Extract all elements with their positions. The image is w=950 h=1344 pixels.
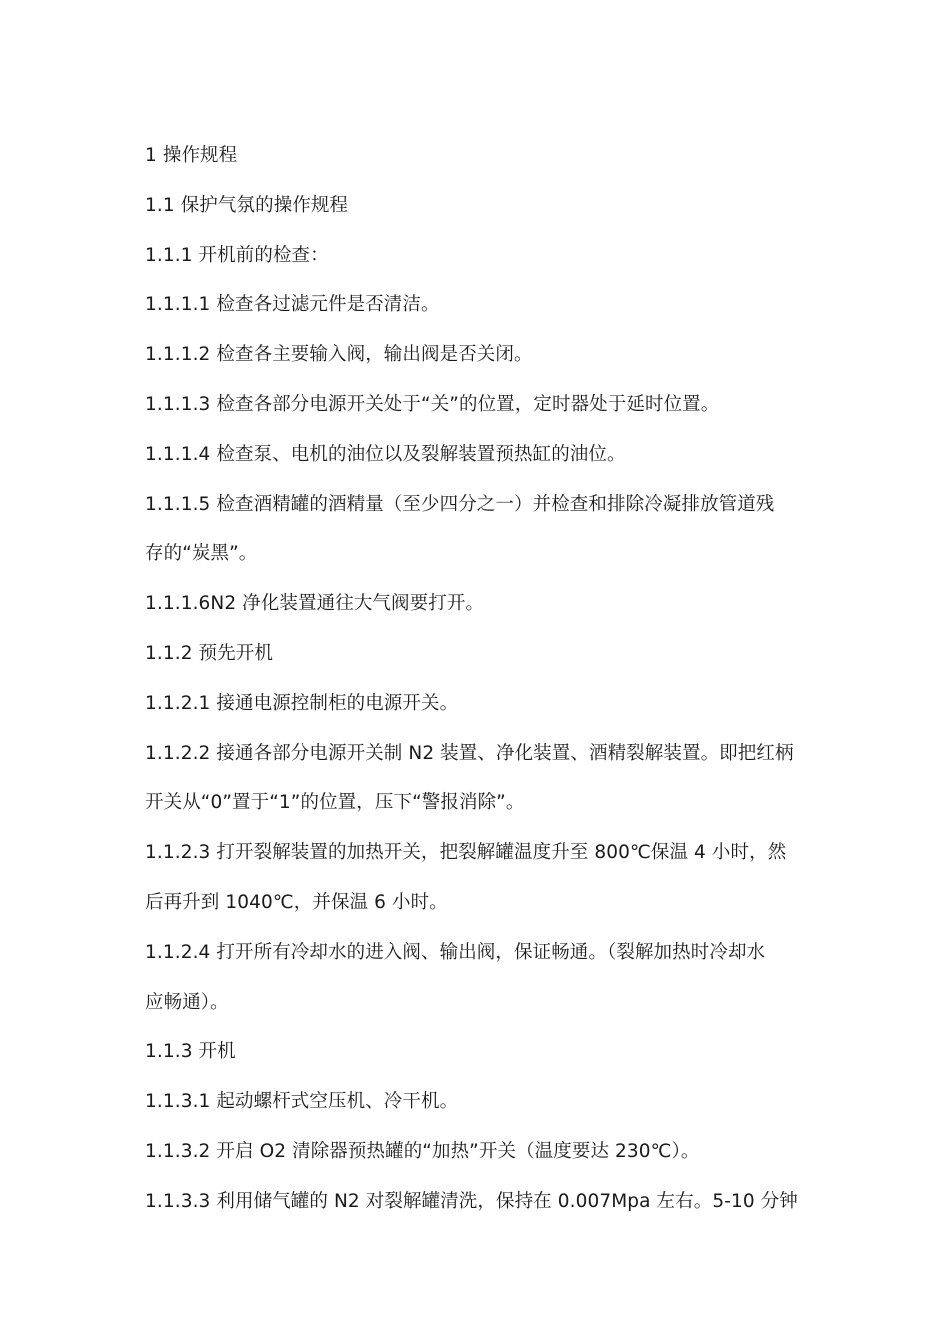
item-1-1-1-5-cont: 存的“炭黑”。 <box>145 543 258 565</box>
item-1-1-3-3: 1.1.3.3 利用储气罐的 N2 对裂解罐清洗，保持在 0.007Mpa 左右。5-10 分钟 <box>145 1190 798 1212</box>
item-1-1-2-2-cont: 开关从“0”置于“1”的位置，压下“警报消除”。 <box>145 792 525 814</box>
heading-1-1-1: 1.1.1 开机前的检查： <box>145 244 329 266</box>
item-1-1-3-2: 1.1.3.2 开启 O2 清除器预热罐的“加热”开关（温度要达 230℃）。 <box>145 1140 700 1162</box>
item-1-1-1-5: 1.1.1.5 检查酒精罐的酒精量（至少四分之一）并检查和排除冷凝排放管道残 <box>145 493 775 515</box>
document-body <box>145 131 810 1227</box>
item-1-1-2-2: 1.1.2.2 接通各部分电源开关制 N2 装置、净化装置、酒精裂解装置。即把红柄 <box>145 742 794 764</box>
item-1-1-2-4: 1.1.2.4 打开所有冷却水的进入阀、输出阀，保证畅通。（裂解加热时冷却水 <box>145 941 766 963</box>
item-1-1-2-3-cont: 后再升到 1040℃，并保温 6 小时。 <box>145 891 448 913</box>
item-1-1-1-2: 1.1.1.2 检查各主要输入阀，输出阀是否关闭。 <box>145 344 533 366</box>
item-1-1-2-1: 1.1.2.1 接通电源控制柜的电源开关。 <box>145 692 459 714</box>
item-1-1-2-4-cont: 应畅通）。 <box>145 991 229 1013</box>
heading-1: 1 操作规程 <box>145 145 238 166</box>
item-1-1-3-1: 1.1.3.1 起动螺杆式空压机、冷干机。 <box>145 1091 459 1113</box>
item-1-1-1-3: 1.1.1.3 检查各部分电源开关处于“关”的位置，定时器处于延时位置。 <box>145 393 720 415</box>
heading-1-1: 1.1 保护气氛的操作规程 <box>145 194 349 216</box>
item-1-1-2-3: 1.1.2.3 打开裂解装置的加热开关，把裂解罐温度升至 800℃保温 4 小时，然 <box>145 842 787 864</box>
item-1-1-1-4: 1.1.1.4 检查泵、电机的油位以及裂解装置预热缸的油位。 <box>145 443 626 465</box>
heading-1-1-3: 1.1.3 开机 <box>145 1041 236 1063</box>
item-1-1-1-1: 1.1.1.1 检查各过滤元件是否清洁。 <box>145 294 440 316</box>
item-1-1-1-6: 1.1.1.6N2 净化装置通往大气阀要打开。 <box>145 593 485 615</box>
heading-1-1-2: 1.1.2 预先开机 <box>145 642 273 664</box>
